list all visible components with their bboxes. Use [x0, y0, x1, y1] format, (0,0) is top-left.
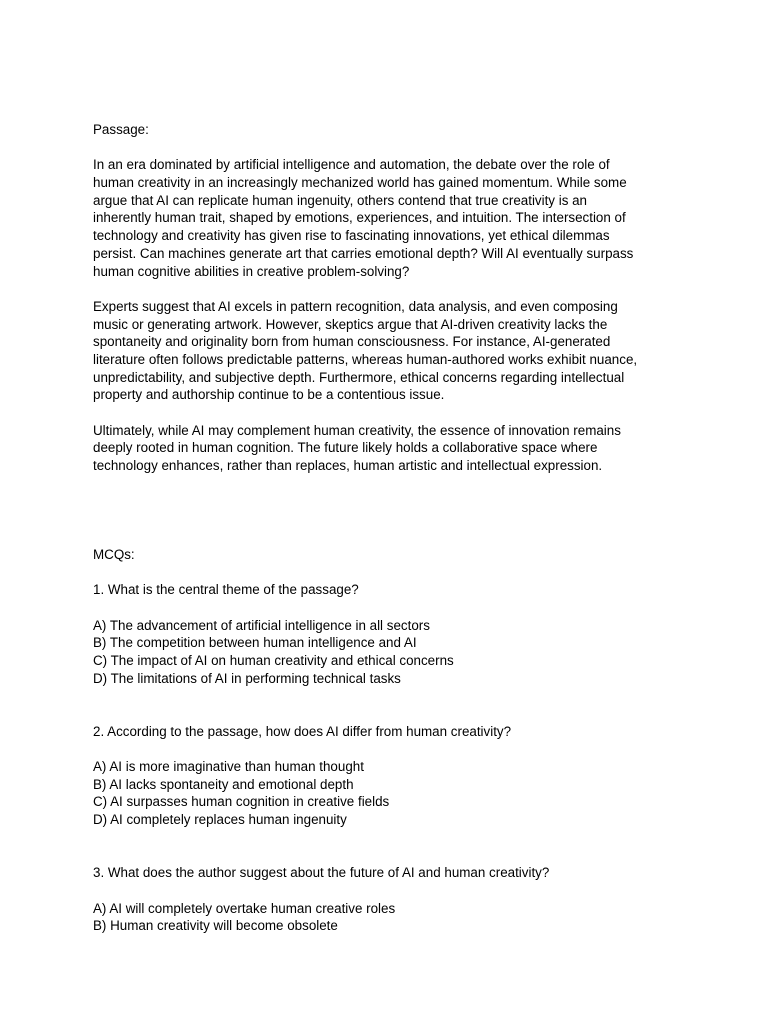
question-text: 1. What is the central theme of the passage? [93, 582, 359, 598]
paragraph-line: Experts suggest that AI excels in pattern recognition, data analysis, and even composing [93, 298, 618, 314]
question-2 [93, 723, 683, 829]
option-b: B) AI lacks spontaneity and emotional depth [93, 776, 354, 792]
paragraph-line: spontaneity and originality born from human consciousness. For instance, AI-generated [93, 334, 611, 350]
option-a: A) AI will completely overtake human creative roles [93, 900, 396, 916]
paragraph-line: persist. Can machines generate art that carries emotional depth? Will AI eventually surpass [93, 245, 634, 261]
option-a: A) The advancement of artificial intelligence in all sectors [93, 617, 430, 633]
question-3 [93, 864, 683, 935]
paragraph-line: human creativity in an increasingly mechanized world has gained momentum. While some [93, 175, 627, 191]
paragraph-line: technology and creativity has given rise to fascinating innovations, yet ethical dilemmas [93, 228, 610, 244]
paragraph-line: music or generating artwork. However, skeptics argue that AI-driven creativity lacks the [93, 316, 608, 332]
paragraph-line: property and authorship continue to be a contentious issue. [93, 387, 445, 403]
passage-paragraph-1 [93, 156, 683, 280]
option-b: B) Human creativity will become obsolete [93, 918, 338, 934]
question-1 [93, 581, 683, 687]
option-d: D) The limitations of AI in performing technical tasks [93, 670, 401, 686]
paragraph-line: Ultimately, while AI may complement human creativity, the essence of innovation remains [93, 422, 621, 438]
paragraph-line: human cognitive abilities in creative problem-solving? [93, 263, 410, 279]
option-c: C) AI surpasses human cognition in creative fields [93, 794, 390, 810]
question-text: 2. According to the passage, how does AI differ from human creativity? [93, 723, 512, 739]
paragraph-line: In an era dominated by artificial intelligence and automation, the debate over the role of [93, 157, 610, 173]
document-content [93, 121, 683, 935]
paragraph-line: deeply rooted in human cognition. The future likely holds a collaborative space where [93, 440, 598, 456]
paragraph-line: argue that AI can replicate human ingenuity, others contend that true creativity is an [93, 192, 588, 208]
option-a: A) AI is more imaginative than human thought [93, 759, 364, 775]
passage-paragraph-3 [93, 422, 683, 475]
option-d: D) AI completely replaces human ingenuity [93, 812, 347, 828]
option-b: B) The competition between human intelligence and AI [93, 635, 417, 651]
paragraph-line: inherently human trait, shaped by emotions, experiences, and intuition. The intersection of [93, 210, 626, 226]
passage-heading: Passage: [93, 122, 149, 137]
mcqs-heading: MCQs: [93, 546, 135, 562]
option-c: C) The impact of AI on human creativity and ethical concerns [93, 652, 454, 668]
passage-paragraph-2 [93, 298, 683, 404]
question-text: 3. What does the author suggest about the future of AI and human creativity? [93, 865, 550, 881]
paragraph-line: literature often follows predictable patterns, whereas human-authored works exhibit nuance, [93, 351, 638, 367]
paragraph-line: technology enhances, rather than replaces, human artistic and intellectual expression. [93, 458, 603, 474]
paragraph-line: unpredictability, and subjective depth. Furthermore, ethical concerns regarding intellectual [93, 369, 625, 385]
